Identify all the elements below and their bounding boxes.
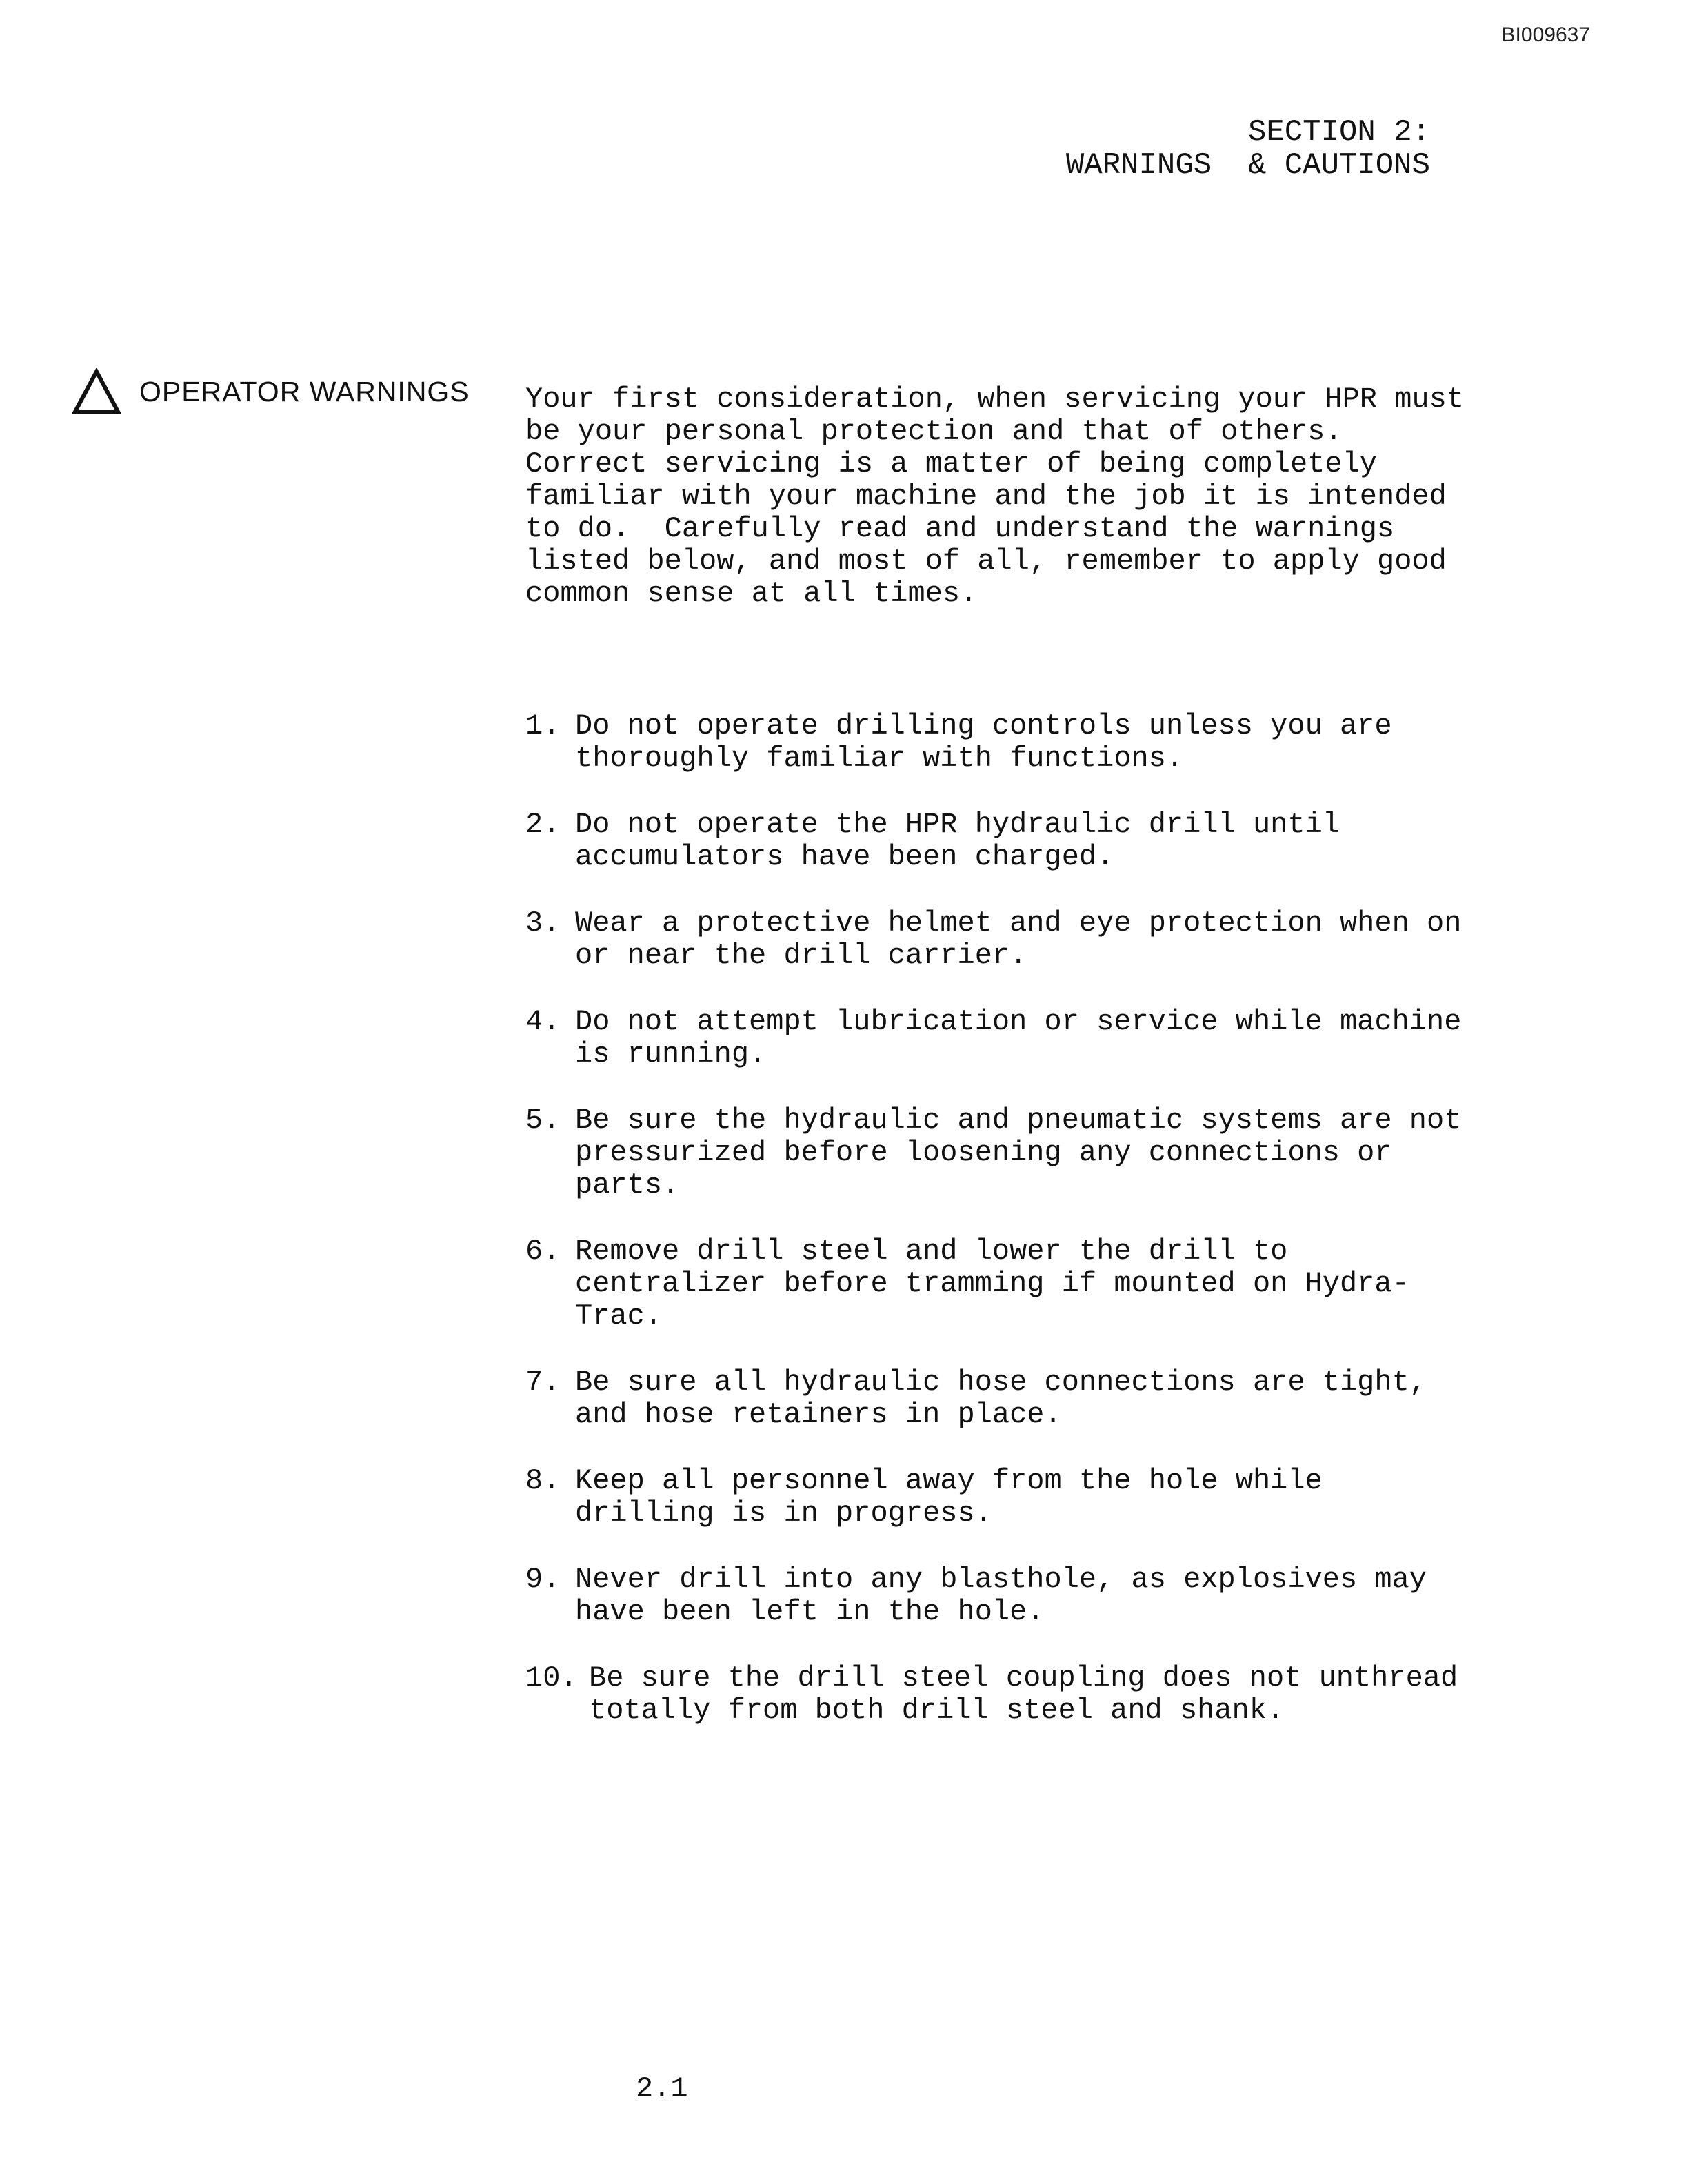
warning-item [525,1564,1443,1628]
section-header [1066,116,1430,182]
warning-line: is running. [575,1038,767,1071]
warning-item [525,710,1443,775]
warning-line: totally from both drill steel and shank. [589,1694,1285,1727]
warning-line: Do not operate drilling controls unless you are [575,709,1392,742]
warning-line: or near the drill carrier. [575,939,1027,972]
intro-line: familiar with your machine and the job it is intended [525,480,1447,513]
warning-item [525,1661,1458,1727]
warning-number: 1. [525,709,561,742]
warning-number: 4. [525,1005,561,1038]
warning-text [575,1465,1323,1530]
operator-warnings-heading [72,368,470,415]
warning-text [575,1366,1427,1431]
warning-text [575,1235,1409,1333]
warning-line: Remove drill steel and lower the drill to [575,1235,1288,1268]
warning-line: pressurized before loosening any connections or [575,1136,1392,1169]
warning-number: 3. [525,907,561,940]
warning-line: Never drill into any blasthole, as explosives may [575,1563,1427,1596]
warning-line: Be sure all hydraulic hose connections are tight, [575,1366,1427,1399]
warning-line: Wear a protective helmet and eye protection when on [575,907,1462,940]
warning-item [525,907,1462,972]
intro-line: be your personal protection and that of others. [525,415,1343,448]
warning-text [575,1104,1461,1202]
warning-number: 5. [525,1104,561,1137]
warning-line: Keep all personnel away from the hole while [575,1464,1323,1497]
warning-number: 6. [525,1235,561,1268]
section-title: WARNINGS & CAUTIONS [1065,148,1430,183]
warning-number: 7. [525,1366,561,1399]
warning-text [575,809,1340,873]
warning-item [525,1366,1443,1431]
page-number: 2.1 [636,2072,688,2105]
warning-number: 2. [525,808,561,841]
warning-number: 8. [525,1464,561,1497]
intro-line: to do. Carefully read and understand the warnings [525,512,1395,545]
warning-line: and hose retainers in place. [575,1398,1062,1431]
warning-line: Be sure the hydraulic and pneumatic systems are not [575,1104,1462,1137]
warning-text [575,1006,1461,1071]
warning-line: parts. [575,1169,680,1202]
section-number: SECTION 2: [1247,115,1430,150]
warning-line: Do not operate the HPR hydraulic drill until [575,808,1340,841]
warning-number: 10. [525,1661,578,1695]
warning-line: Be sure the drill steel coupling does not unthread [589,1661,1458,1695]
intro-line: Correct servicing is a matter of being completely [525,447,1378,481]
warning-item [525,1005,1462,1071]
warning-line: centralizer before tramming if mounted on Hydra- [575,1267,1409,1300]
warning-text [575,907,1461,972]
warning-line: thoroughly familiar with functions. [575,742,1184,775]
intro-line: listed below, and most of all, remember to apply good [525,545,1447,578]
document-id: BI009637 [1501,23,1590,46]
warning-triangle-icon [72,368,121,415]
intro-paragraph [525,383,1465,610]
warning-item [525,1465,1443,1530]
warning-item [525,1104,1462,1202]
warning-text [575,1564,1427,1628]
warning-line: have been left in the hole. [575,1595,1045,1628]
warning-item [525,1235,1443,1333]
warning-text [575,710,1392,775]
warning-line: drilling is in progress. [575,1497,992,1530]
warning-text [589,1662,1458,1727]
intro-line: common sense at all times. [525,577,978,610]
warning-line: accumulators have been charged. [575,840,1114,873]
warning-line: Trac. [575,1300,663,1333]
warning-item [525,809,1443,873]
warning-line: Do not attempt lubrication or service while machine [575,1005,1462,1038]
side-heading-label: OPERATOR WARNINGS [139,375,470,407]
warnings-list [525,709,1462,1761]
warning-number: 9. [525,1563,561,1596]
intro-line: Your first consideration, when servicing your HPR must [525,383,1465,416]
